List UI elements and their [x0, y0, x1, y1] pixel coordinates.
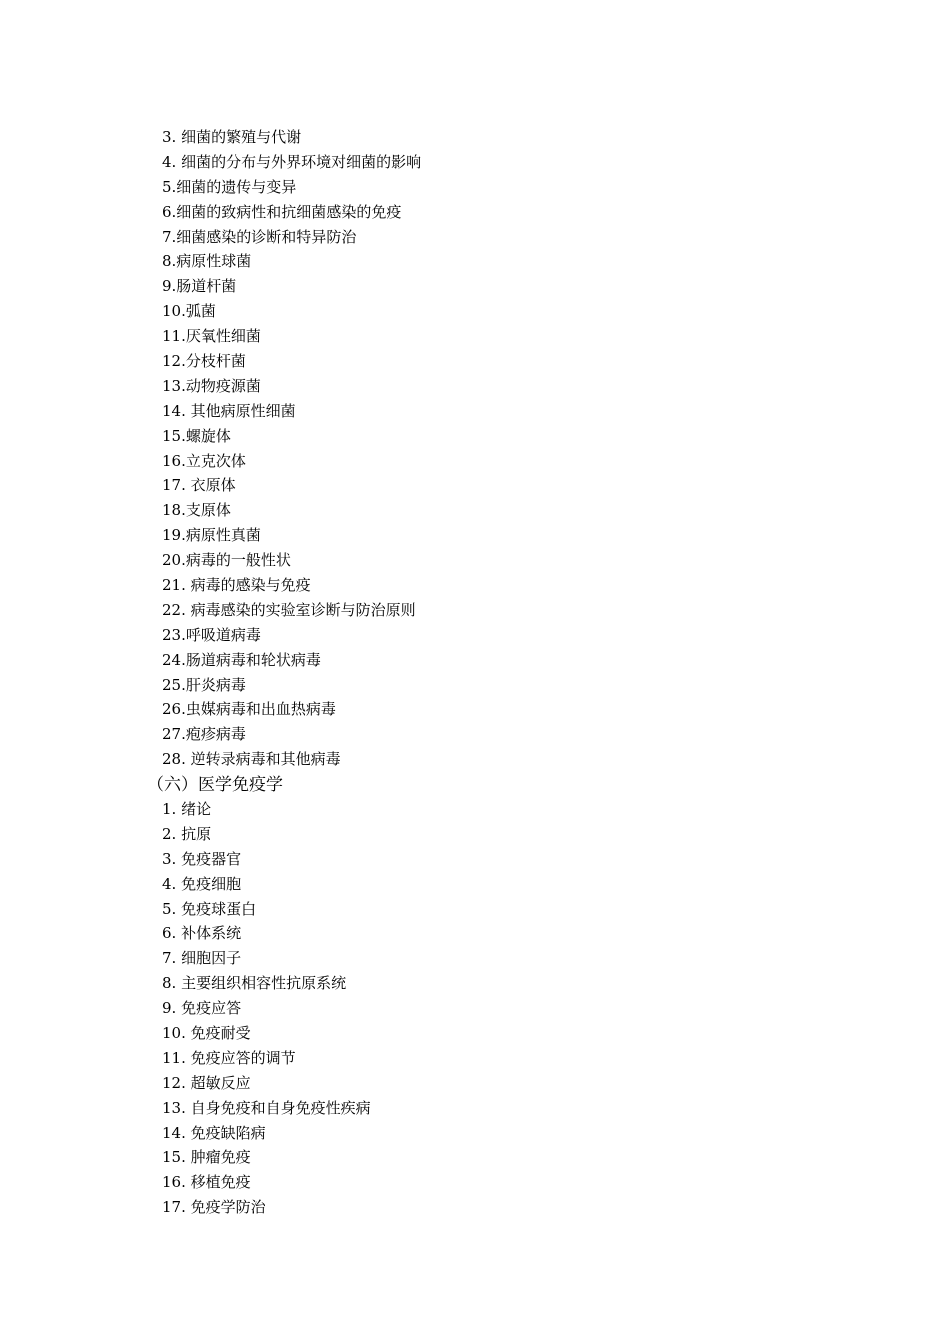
list-item: 4. 免疫细胞 — [162, 874, 242, 893]
microbiology-topic-list — [162, 125, 421, 772]
list-item: 2. 抗原 — [162, 824, 212, 843]
list-item: 11.厌氧性细菌 — [162, 327, 261, 346]
list-item: 10.弧菌 — [162, 302, 216, 321]
list-item: 5. 免疫球蛋白 — [162, 899, 257, 918]
list-item: 14. 免疫缺陷病 — [162, 1123, 266, 1142]
section-heading: （六）医学免疫学 — [147, 775, 283, 795]
list-item: 14. 其他病原性细菌 — [162, 401, 296, 420]
list-item: 15.螺旋体 — [162, 426, 231, 445]
list-item: 16. 移植免疫 — [162, 1173, 251, 1192]
list-item: 17. 衣原体 — [162, 476, 236, 495]
list-item: 15. 肿瘤免疫 — [162, 1148, 251, 1167]
list-item: 23.呼吸道病毒 — [162, 625, 261, 644]
list-item: 5.细菌的遗传与变异 — [162, 177, 297, 196]
list-item: 6.细菌的致病性和抗细菌感染的免疫 — [162, 202, 402, 221]
list-item: 19.病原性真菌 — [162, 526, 261, 545]
list-item: 10. 免疫耐受 — [162, 1024, 251, 1043]
list-item: 11. 免疫应答的调节 — [162, 1048, 296, 1067]
list-item: 8. 主要组织相容性抗原系统 — [162, 974, 347, 993]
immunology-topic-list — [162, 797, 371, 1220]
list-item: 27.疱疹病毒 — [162, 725, 246, 744]
list-item: 22. 病毒感染的实验室诊断与防治原则 — [162, 600, 416, 619]
list-item: 1. 绪论 — [162, 800, 212, 818]
list-item: 8.病原性球菌 — [162, 252, 252, 271]
list-item: 13.动物疫源菌 — [162, 376, 261, 395]
list-item: 12. 超敏反应 — [162, 1073, 251, 1092]
list-item: 3. 细菌的繁殖与代谢 — [162, 128, 302, 146]
list-item: 4. 细菌的分布与外界环境对细菌的影响 — [162, 152, 422, 171]
list-item: 6. 补体系统 — [162, 924, 242, 943]
list-item: 25.肝炎病毒 — [162, 675, 246, 694]
list-item: 7. 细胞因子 — [162, 949, 242, 968]
list-item: 16.立克次体 — [162, 451, 246, 470]
list-item: 28. 逆转录病毒和其他病毒 — [162, 750, 341, 769]
list-item: 18.支原体 — [162, 501, 231, 520]
list-item: 13. 自身免疫和自身免疫性疾病 — [162, 1098, 371, 1117]
list-item: 21. 病毒的感染与免疫 — [162, 576, 311, 595]
list-item: 9. 免疫应答 — [162, 999, 242, 1018]
list-item: 3. 免疫器官 — [162, 849, 242, 868]
list-item: 20.病毒的一般性状 — [162, 551, 291, 570]
list-item: 12.分枝杆菌 — [162, 352, 246, 371]
list-item: 7.细菌感染的诊断和特异防治 — [162, 227, 357, 246]
list-item: 17. 免疫学防治 — [162, 1198, 266, 1217]
list-item: 9.肠道杆菌 — [162, 277, 237, 296]
list-item: 26.虫媒病毒和出血热病毒 — [162, 700, 336, 719]
list-item: 24.肠道病毒和轮状病毒 — [162, 650, 321, 669]
